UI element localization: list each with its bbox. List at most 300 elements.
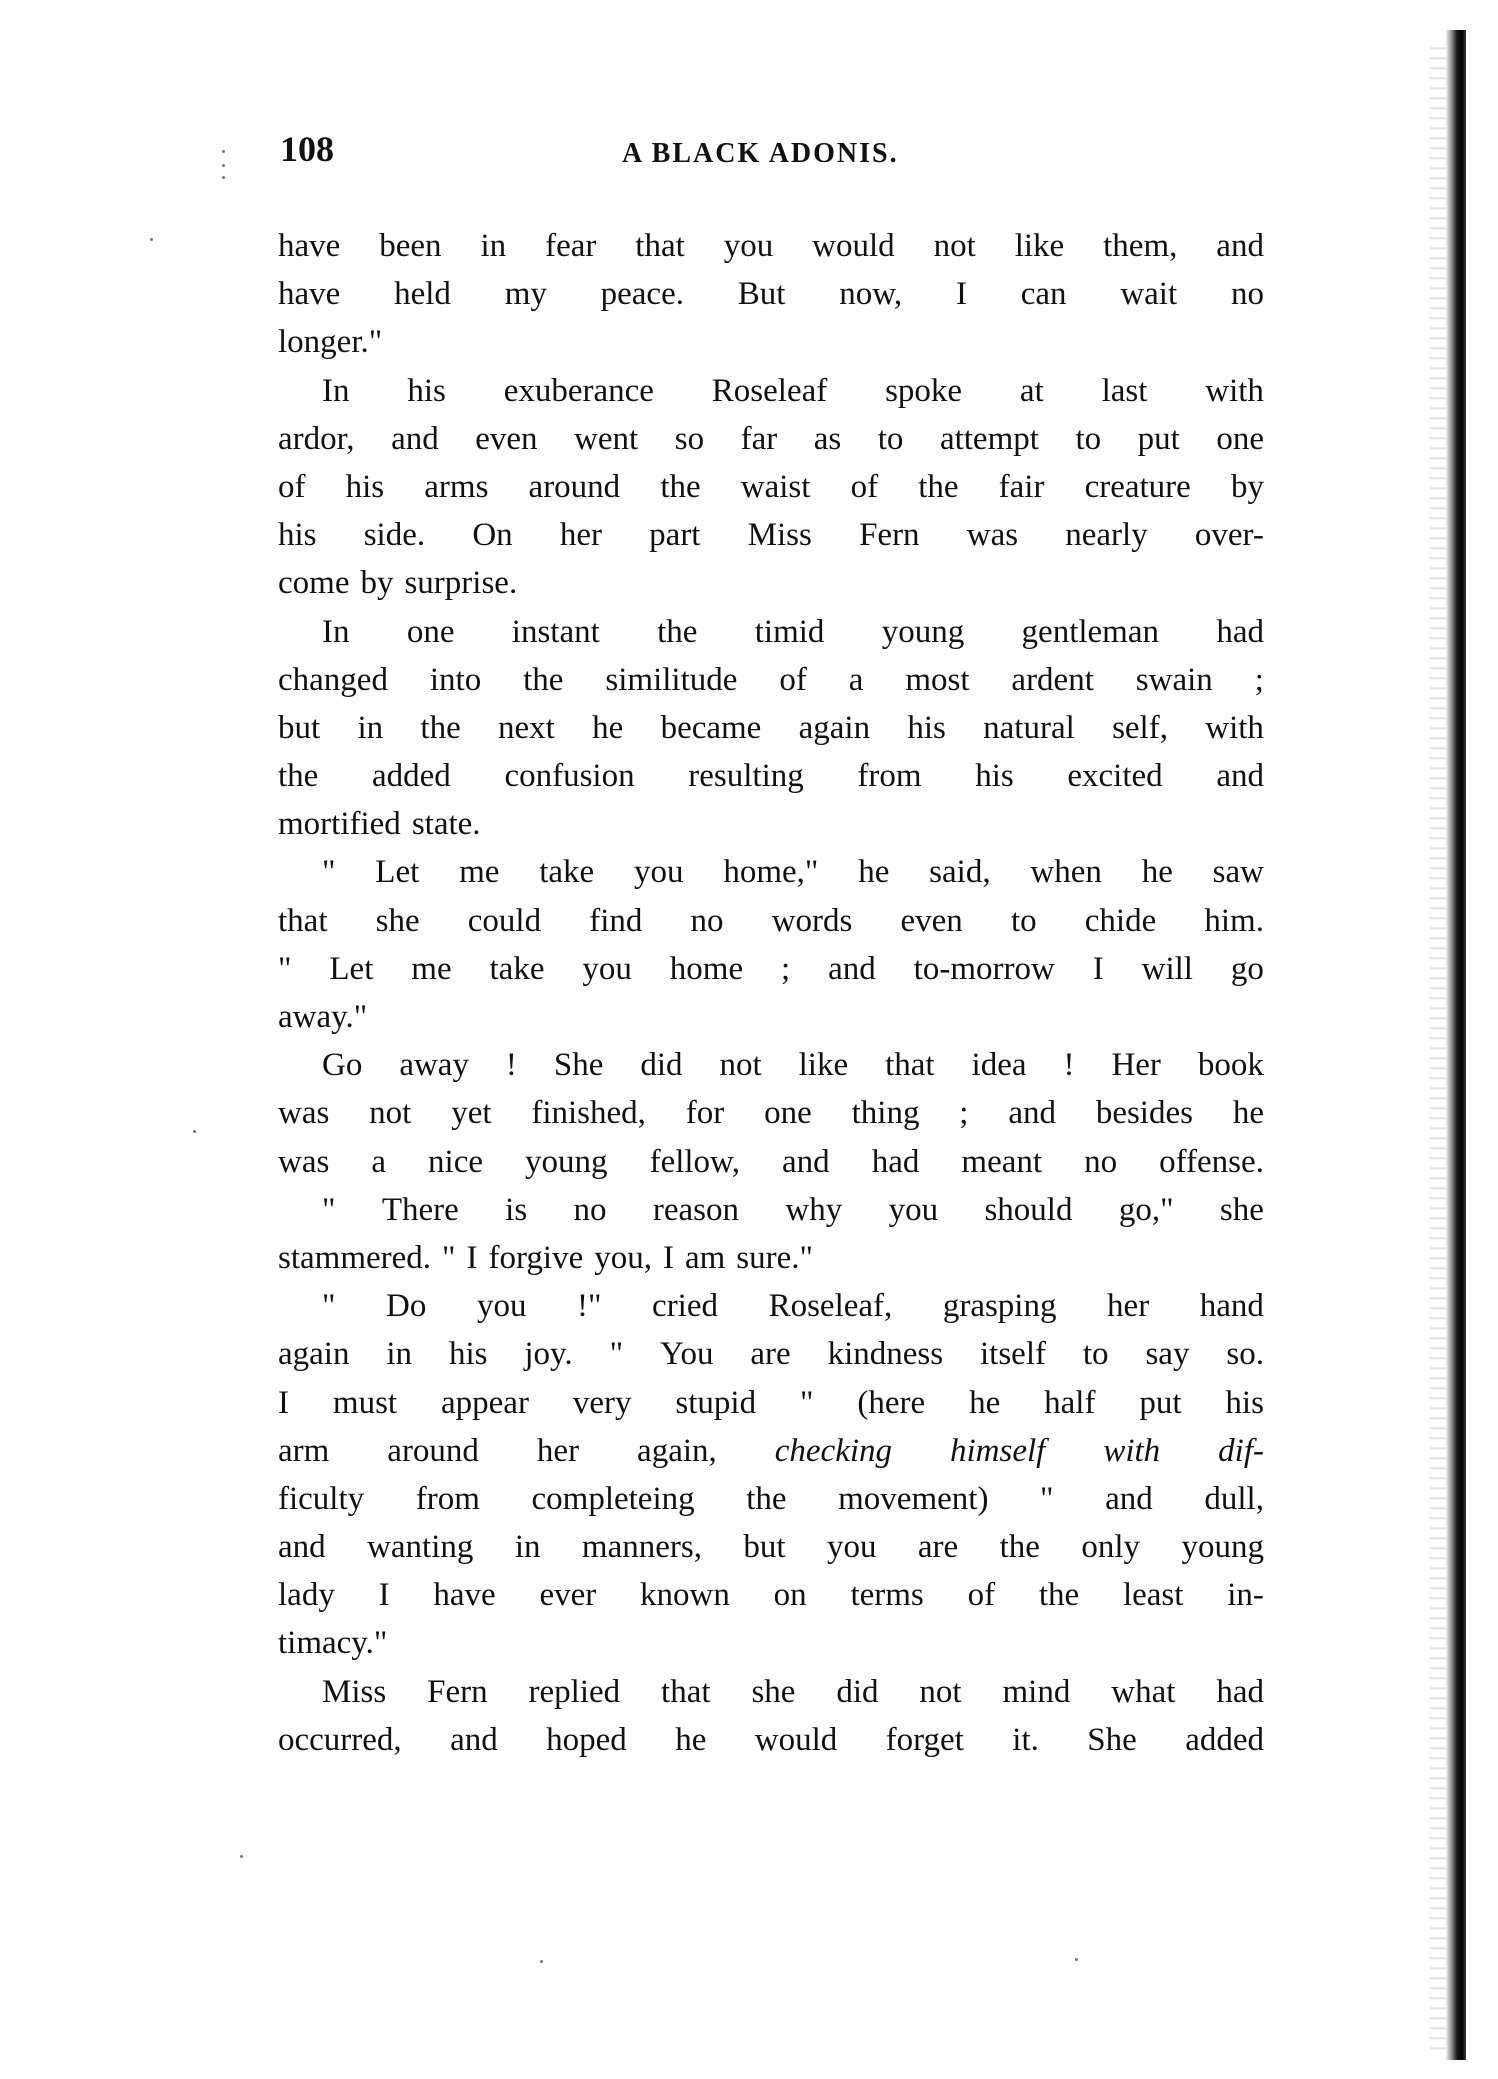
word: not (369, 1095, 412, 1132)
word: !" (577, 1288, 602, 1325)
word: have (433, 1577, 496, 1614)
word: my (504, 276, 547, 313)
word: dull, (1204, 1480, 1264, 1517)
word: you (888, 1191, 939, 1228)
paper-speck (222, 164, 225, 167)
text-line (278, 1234, 1264, 1282)
word: confusion (504, 758, 635, 795)
word: with (1103, 1432, 1161, 1469)
word: in (514, 1529, 541, 1566)
word: have (278, 276, 341, 313)
word: I (1092, 950, 1104, 987)
word: hand (1199, 1288, 1264, 1325)
text-line (278, 559, 1264, 607)
text-line (278, 1668, 1264, 1716)
word: with (1205, 372, 1264, 409)
word: should (984, 1191, 1073, 1228)
word: is (505, 1191, 528, 1228)
word: dif- (1218, 1432, 1264, 1469)
word: kindness (827, 1336, 944, 1373)
word: take (539, 854, 595, 891)
word: hoped (546, 1721, 627, 1758)
word: so (674, 420, 705, 457)
word: She (1087, 1721, 1137, 1758)
word: completeing (531, 1480, 695, 1517)
word: she (1219, 1191, 1264, 1228)
word: wait (1120, 276, 1178, 313)
binding-edge (1446, 30, 1466, 2060)
word: half (1044, 1384, 1096, 1421)
word: the (999, 1529, 1040, 1566)
word: you (582, 950, 632, 987)
word: added (371, 758, 451, 795)
word: a (371, 1143, 387, 1180)
word: She (553, 1047, 604, 1084)
word: next (498, 709, 555, 746)
word: she (751, 1673, 796, 1710)
word: no (1084, 1143, 1118, 1180)
word: idea (971, 1047, 1027, 1084)
word: one (406, 613, 455, 650)
word: I (662, 1239, 674, 1276)
binding-shadow (1430, 40, 1446, 2050)
word: attempt (939, 420, 1039, 457)
word: and (391, 420, 439, 457)
word: exuberance (503, 372, 654, 409)
word: part (649, 517, 701, 554)
word: excited (1067, 758, 1163, 795)
word: and (278, 1529, 326, 1566)
word: arms (424, 468, 489, 505)
word: last (1101, 372, 1148, 409)
word: least (1122, 1577, 1184, 1614)
word: to (1010, 902, 1037, 939)
word: her (1107, 1288, 1150, 1325)
paper-speck (222, 150, 225, 153)
word: reason (652, 1191, 740, 1228)
word: around (528, 468, 621, 505)
paper-speck (222, 176, 225, 179)
text-line (278, 1523, 1264, 1571)
word: went (574, 420, 639, 457)
word: to-morrow (913, 950, 1055, 987)
word: his (975, 758, 1014, 795)
word: no (573, 1191, 607, 1228)
word: offense. (1159, 1143, 1264, 1180)
word: known (640, 1577, 730, 1614)
word: but (278, 709, 321, 746)
word: in (357, 709, 384, 746)
word: himself (950, 1432, 1046, 1469)
word: itself (980, 1336, 1046, 1373)
word: " (799, 1384, 814, 1421)
word: and (450, 1721, 498, 1758)
text-line (278, 752, 1264, 800)
word: will (1141, 950, 1193, 987)
word: his (1225, 1384, 1264, 1421)
word: his (907, 709, 946, 746)
word: " (322, 854, 336, 891)
word: I (278, 1384, 289, 1421)
word: could (467, 902, 542, 939)
text-line (278, 463, 1264, 511)
word: only (1081, 1529, 1141, 1566)
word: now, (839, 276, 903, 313)
word: that (635, 228, 685, 264)
word: she (375, 902, 420, 939)
word: most (905, 661, 970, 698)
word: and (1008, 1095, 1056, 1132)
word: wanting (367, 1529, 474, 1566)
text-line (278, 367, 1264, 415)
word: the (523, 661, 564, 698)
text-line (278, 1379, 1264, 1427)
word: his (407, 372, 446, 409)
word: words (771, 902, 853, 939)
word: like (798, 1047, 849, 1084)
text-line (278, 945, 1264, 993)
word: like (1014, 228, 1065, 264)
word: by (1230, 468, 1264, 505)
word: of (967, 1577, 996, 1614)
word: around (387, 1432, 479, 1469)
word: he (675, 1721, 707, 1758)
word: his (345, 468, 385, 505)
word: into (429, 661, 482, 698)
word: with (1205, 709, 1264, 746)
word: to (877, 420, 904, 457)
word: added (1185, 1721, 1264, 1758)
word: a (848, 661, 864, 698)
word: Go (322, 1047, 363, 1084)
word: spoke (885, 372, 963, 409)
text-line (278, 1475, 1264, 1523)
word: for (685, 1095, 725, 1132)
word: you, (594, 1239, 652, 1276)
word: Miss (322, 1673, 387, 1710)
word: became (660, 709, 762, 746)
word: he (858, 854, 890, 891)
word: Roseleaf, (768, 1288, 893, 1325)
word: thing (851, 1095, 920, 1132)
word: lady (278, 1577, 335, 1614)
word: stammered. (278, 1239, 432, 1276)
word: In (322, 372, 350, 409)
text-line (278, 1716, 1264, 1764)
page-number: 108 (280, 129, 334, 169)
paper-speck (540, 1960, 543, 1963)
word: from (857, 758, 922, 795)
word: waist (740, 468, 811, 505)
word: fear (545, 228, 597, 264)
word: manners, (581, 1529, 702, 1566)
word: mortified (278, 806, 401, 843)
word: similitude (605, 661, 738, 698)
word: that (278, 902, 328, 939)
word: Let (329, 950, 374, 987)
word: by (360, 565, 394, 602)
word: been (379, 228, 442, 264)
word: sure." (736, 1239, 813, 1276)
word: had (1216, 613, 1264, 650)
word: " (278, 950, 292, 987)
word: instant (511, 613, 600, 650)
word: ; (959, 1095, 969, 1132)
word: at (1019, 372, 1044, 409)
word: go," (1118, 1191, 1174, 1228)
word: mind (1002, 1673, 1071, 1710)
word: what (1111, 1673, 1176, 1710)
word: replied (528, 1673, 621, 1710)
word: would (754, 1721, 838, 1758)
word: fellow, (649, 1143, 740, 1180)
text-line (278, 897, 1264, 945)
word: have (278, 228, 341, 264)
running-head (280, 128, 1260, 178)
text-line (278, 1138, 1264, 1186)
word: put (1139, 1384, 1182, 1421)
word: stupid (675, 1384, 757, 1421)
paper-speck (1075, 1958, 1078, 1961)
word: had (871, 1143, 920, 1180)
word: There (381, 1191, 459, 1228)
paper-speck (240, 1855, 243, 1858)
word: again, (637, 1432, 717, 1469)
word: of (850, 468, 879, 505)
text-line (278, 848, 1264, 896)
word: not (719, 1047, 762, 1084)
word: take (489, 950, 545, 987)
word: away." (278, 999, 368, 1035)
word: so. (1226, 1336, 1264, 1373)
word: forgive (488, 1239, 584, 1276)
word: very (572, 1384, 632, 1421)
word: did (836, 1673, 879, 1710)
word: meant (961, 1143, 1043, 1180)
word: he (592, 709, 624, 746)
word: go (1230, 950, 1264, 987)
word: young (1181, 1529, 1264, 1566)
word: side. (363, 517, 426, 554)
word: ardent (1011, 661, 1094, 698)
word: changed (278, 661, 388, 698)
text-line (278, 270, 1264, 318)
word: and (782, 1143, 830, 1180)
word: on (773, 1577, 807, 1614)
word: in- (1227, 1577, 1264, 1614)
word: occurred, (278, 1721, 402, 1758)
word: her (559, 517, 602, 554)
word: held (394, 276, 451, 313)
word: the (657, 613, 698, 650)
text-line (278, 1330, 1264, 1378)
word: creature (1084, 468, 1191, 505)
word: book (1197, 1047, 1264, 1084)
word: must (332, 1384, 398, 1421)
word: nice (428, 1143, 484, 1180)
word: In (322, 613, 350, 650)
word: no (690, 902, 724, 939)
word: home (669, 950, 744, 987)
word: of (278, 468, 306, 505)
word: am (684, 1239, 726, 1276)
word: one (1216, 420, 1264, 457)
word: that (885, 1047, 935, 1084)
word: of (779, 661, 807, 698)
word: his (448, 1336, 488, 1373)
word: peace. (600, 276, 684, 313)
word: was (278, 1095, 330, 1132)
word: but (743, 1529, 786, 1566)
word: self, (1112, 709, 1168, 746)
word: far (740, 420, 778, 457)
word: said, (929, 854, 991, 891)
word: he (1141, 854, 1173, 891)
word: home," (723, 854, 819, 891)
word: her (536, 1432, 580, 1469)
word: ; (781, 950, 791, 987)
word: put (1137, 420, 1180, 457)
word: had (1216, 1673, 1264, 1710)
word: the (278, 758, 319, 795)
word: why (785, 1191, 843, 1228)
word: me (459, 854, 500, 891)
word: grasping (942, 1288, 1057, 1325)
word: (here (857, 1384, 926, 1421)
word: Roseleaf (711, 372, 828, 409)
word: ficulty (278, 1480, 365, 1517)
body-text (278, 222, 1264, 1764)
word: young (525, 1143, 608, 1180)
word: I (955, 276, 967, 313)
word: finished, (531, 1095, 646, 1132)
word: fair (998, 468, 1045, 505)
word: again (278, 1336, 350, 1373)
word: as (813, 420, 842, 457)
text-line (278, 1427, 1264, 1475)
word: " (1040, 1480, 1054, 1517)
word: I (466, 1239, 478, 1276)
word: Do (386, 1288, 427, 1325)
paper-speck (150, 238, 153, 241)
word: even (475, 420, 538, 457)
word: me (411, 950, 452, 987)
word: are (750, 1336, 791, 1373)
word: you (826, 1529, 877, 1566)
word: resulting (688, 758, 804, 795)
word: that (661, 1673, 711, 1710)
word: You (659, 1336, 714, 1373)
text-line (278, 1571, 1264, 1619)
word: he (1232, 1095, 1264, 1132)
word: longer." (278, 324, 383, 361)
word: Fern (427, 1673, 488, 1710)
text-line (278, 1186, 1264, 1234)
word: young (881, 613, 965, 650)
word: appear (441, 1384, 529, 1421)
word: cried (652, 1288, 718, 1325)
word: to (1075, 420, 1102, 457)
text-line (278, 222, 1264, 270)
word: ! (505, 1047, 517, 1084)
word: away (399, 1047, 469, 1084)
word: them, (1103, 228, 1178, 264)
word: the (420, 709, 461, 746)
word: the (918, 468, 959, 505)
word: you (634, 854, 684, 891)
word: " (442, 1239, 456, 1276)
word: nearly (1065, 517, 1148, 554)
word: Fern (859, 517, 920, 554)
word: not (933, 228, 976, 264)
word: ever (539, 1577, 597, 1614)
word: in (386, 1336, 413, 1373)
text-line (278, 608, 1264, 656)
word: to (1082, 1336, 1109, 1373)
word: can (1020, 276, 1067, 313)
word: I (378, 1577, 390, 1614)
word: even (900, 902, 963, 939)
word: timid (754, 613, 825, 650)
word: and (828, 950, 876, 987)
word: chide (1084, 902, 1157, 939)
word: terms (850, 1577, 924, 1614)
word: " (322, 1288, 336, 1325)
word: the (746, 1480, 787, 1517)
word: over- (1194, 517, 1264, 554)
word: from (415, 1480, 480, 1517)
word: natural (983, 709, 1075, 746)
text-line (278, 1041, 1264, 1089)
word: it. (1012, 1721, 1039, 1758)
word: swain (1135, 661, 1213, 698)
word: are (917, 1529, 959, 1566)
word: arm (278, 1432, 330, 1469)
word: timacy." (278, 1625, 388, 1662)
word: Miss (747, 517, 812, 554)
word: his (278, 517, 317, 554)
word: would (812, 228, 895, 264)
word: the (660, 468, 701, 505)
word: besides (1095, 1095, 1193, 1132)
text-line (278, 656, 1264, 704)
word: no (1230, 276, 1264, 313)
word: him. (1204, 902, 1264, 939)
text-line (278, 511, 1264, 559)
word: was (278, 1143, 330, 1180)
text-line (278, 800, 1264, 848)
word: did (640, 1047, 683, 1084)
word: ; (1254, 661, 1264, 698)
word: in (480, 228, 507, 264)
word: come (278, 565, 350, 602)
word: saw (1212, 854, 1264, 891)
word: you (723, 228, 774, 264)
word: movement) (838, 1480, 989, 1517)
word: one (764, 1095, 812, 1132)
word: joy. (524, 1336, 573, 1373)
text-line (278, 1282, 1264, 1330)
word: forget (885, 1721, 964, 1758)
text-line (278, 1089, 1264, 1137)
word: yet (451, 1095, 492, 1132)
word: and (1216, 228, 1264, 264)
word: again (798, 709, 871, 746)
word: ! (1063, 1047, 1075, 1084)
word: checking (774, 1432, 893, 1469)
word: he (969, 1384, 1001, 1421)
word: you (476, 1288, 527, 1325)
